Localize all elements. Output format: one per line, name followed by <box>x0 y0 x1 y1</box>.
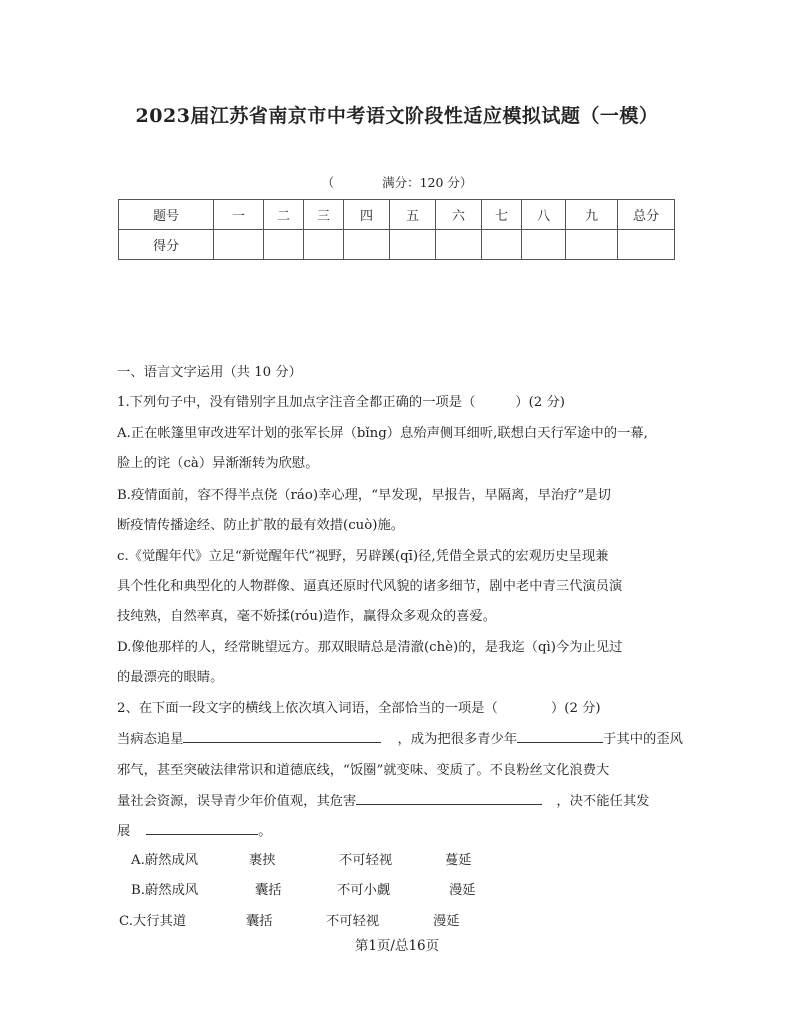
option-word: 漫延 <box>449 883 476 898</box>
page-title: 2023届江苏省南京市中考语文阶段性适应模拟试题（一模） <box>135 105 659 127</box>
passage-text: ，决不能任其发 <box>556 794 650 809</box>
option-word: 不可轻视 <box>326 914 380 929</box>
passage-text: 量社会资源，误导青少年价值观，其危害 <box>117 794 357 809</box>
score-table-header-cell: 六 <box>436 200 482 230</box>
score-table-header-cell: 七 <box>482 200 522 230</box>
score-table-header-cell: 四 <box>344 200 390 230</box>
question-1-stem: 1.下列句子中，没有错别字且加点字注音全都正确的一项是（ ）(2 分) <box>117 395 565 410</box>
question-2-option-a <box>131 849 472 868</box>
question-2-option-b <box>131 879 476 898</box>
passage-text: 当病态追星 <box>117 732 184 747</box>
fill-blank-1 <box>183 728 381 743</box>
option-word: 囊括 <box>255 883 282 898</box>
score-table <box>118 199 675 260</box>
score-table-header-row <box>119 200 675 230</box>
question-1-option-d: D.像他那样的人，经常眺望远方。那双眼睛总是清澈(chè)的，是我迄（qì)今为止见过 <box>117 640 623 655</box>
question-2-passage-line <box>117 728 683 747</box>
question-1-option-c-cont: 具个性化和典型化的人物群像、逼真还原时代风貌的诸多细节，剧中老中青三代演员演 <box>117 579 623 594</box>
score-cell <box>214 230 264 260</box>
score-table-header-cell: 总分 <box>618 200 675 230</box>
question-1-option-a: A.正在帐篷里审改进军计划的张军长屏（bǐng）息殆声侧耳细听,联想白天行军途中的一幕, <box>117 426 648 441</box>
question-1-option-c: c.《觉醒年代》立足“新觉醒年代”视野，另辟蹊(qī)径,凭借全景式的宏观历史呈现兼 <box>117 549 609 564</box>
full-score-line <box>0 173 794 191</box>
score-cell <box>304 230 344 260</box>
question-1-option-d-cont: 的最漂亮的眼睛。 <box>117 670 224 685</box>
question-1-option-b: B.疫情面前，容不得半点侥（ráo)幸心理，“早发现，早报告，早隔离，早治疗”是切 <box>117 488 611 503</box>
score-cell <box>482 230 522 260</box>
question-1-option-b-cont: 断疫情传播途经、防止扩散的最有效措(cuò)施。 <box>117 518 405 533</box>
option-word: 蔓延 <box>445 853 472 868</box>
question-1-option-a-cont: 脸上的诧（cà）异渐渐转为欣慰。 <box>117 456 319 471</box>
score-table-header-cell: 八 <box>522 200 566 230</box>
score-table-header-cell: 九 <box>566 200 618 230</box>
fill-blank-2 <box>517 728 603 743</box>
fill-blank-4 <box>146 820 258 835</box>
passage-text: ，成为把很多青少年 <box>397 732 518 747</box>
question-2-passage-line <box>117 790 649 809</box>
score-table-header-cell: 五 <box>390 200 436 230</box>
passage-text: 。 <box>258 824 272 839</box>
question-2-passage-line: 邪气，甚至突破法律常识和道德底线，“饭圈”就变味、变质了。不良粉丝文化浪费大 <box>117 763 610 778</box>
score-cell <box>390 230 436 260</box>
option-word: 裹挟 <box>249 853 276 868</box>
score-cell <box>522 230 566 260</box>
question-2-passage-line <box>117 820 272 839</box>
passage-text: 于其中的歪风 <box>603 732 683 747</box>
score-table-header-cell: 一 <box>214 200 264 230</box>
option-word: 不可小觑 <box>337 883 391 898</box>
score-cell <box>264 230 304 260</box>
option-word: 囊括 <box>246 914 273 929</box>
fill-blank-3 <box>356 790 542 805</box>
score-table-header-cell: 三 <box>304 200 344 230</box>
question-2-stem: 2、在下面一段文字的横线上依次填入词语，全部恰当的一项是（ ）(2 分) <box>117 701 601 716</box>
score-cell <box>618 230 675 260</box>
score-cell <box>344 230 390 260</box>
option-word: 漫延 <box>433 914 460 929</box>
score-table-header-cell: 题号 <box>119 200 214 230</box>
option-word: 不可轻视 <box>339 853 393 868</box>
section-heading: 一、语言文字运用（共 10 分） <box>117 365 302 380</box>
option-word: B.蔚然成风 <box>131 883 199 898</box>
full-score-open: （ <box>321 175 335 190</box>
score-row-label: 得分 <box>119 230 214 260</box>
option-word: A.蔚然成风 <box>131 853 199 868</box>
score-cell <box>436 230 482 260</box>
score-table-score-row <box>119 230 675 260</box>
full-score-text: 满分：120 分） <box>382 175 473 190</box>
score-table-header-cell: 二 <box>264 200 304 230</box>
option-word: C.大行其道 <box>119 914 187 929</box>
question-1-option-c-cont: 技纯熟，自然率真，毫不娇揉(róu)造作，赢得众多观众的喜爱。 <box>117 609 497 624</box>
page-footer: 第1页/总16页 <box>354 938 440 954</box>
question-2-option-c <box>119 910 460 929</box>
score-cell <box>566 230 618 260</box>
passage-text: 展 <box>117 824 131 839</box>
